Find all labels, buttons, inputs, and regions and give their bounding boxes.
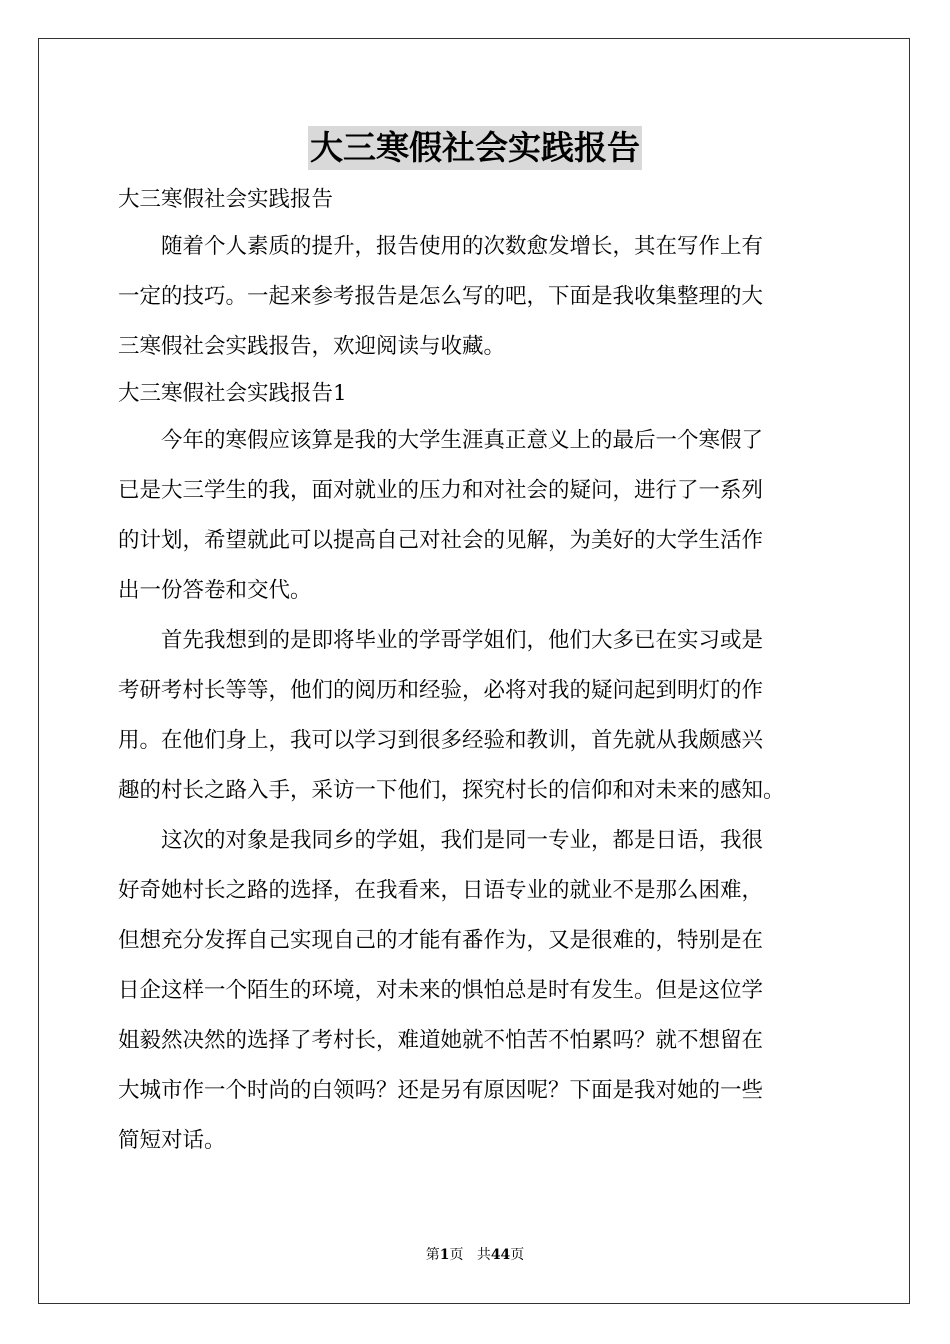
text-line: 随着个人素质的提升，报告使用的次数愈发增长，其在写作上有 — [118, 234, 764, 259]
text-line: 大城市作一个时尚的白领吗？还是另有原因呢？下面是我对她的一些 — [118, 1078, 764, 1103]
paragraph-1 — [118, 416, 838, 616]
text-line: 日企这样一个陌生的环境，对未来的惧怕总是时有发生。但是这位学 — [118, 978, 764, 1003]
text-line: 的计划，希望就此可以提高自己对社会的见解，为美好的大学生活作 — [118, 528, 764, 553]
text-line: 这次的对象是我同乡的学姐，我们是同一专业，都是日语，我很 — [118, 828, 764, 853]
text-line: 一定的技巧。一起来参考报告是怎么写的吧，下面是我收集整理的大 — [118, 284, 764, 309]
text-line: 简短对话。 — [118, 1128, 226, 1153]
footer-page-number: 1 — [439, 1247, 450, 1263]
intro-paragraph — [118, 222, 838, 372]
footer-total-pages: 44 — [490, 1247, 511, 1263]
section-heading: 大三寒假社会实践报告1 — [118, 381, 347, 406]
text-line: 用。在他们身上，我可以学习到很多经验和教训，首先就从我颇感兴 — [118, 728, 764, 753]
footer-total-prefix: 共 — [476, 1247, 491, 1263]
footer-total-suffix: 页 — [510, 1247, 525, 1263]
text-line: 趣的村长之路入手，采访一下他们，探究村长的信仰和对未来的感知。 — [118, 778, 785, 803]
footer-page-prefix: 第 — [425, 1247, 440, 1263]
text-line: 好奇她村长之路的选择，在我看来，日语专业的就业不是那么困难， — [118, 878, 764, 903]
footer-page-suffix: 页 — [449, 1247, 464, 1263]
title-container — [0, 126, 950, 170]
document-body — [118, 178, 838, 1166]
paragraph-3 — [118, 816, 838, 1166]
text-line: 但想充分发挥自己实现自己的才能有番作为，又是很难的，特别是在 — [118, 928, 764, 953]
text-line: 三寒假社会实践报告，欢迎阅读与收藏。 — [118, 334, 506, 359]
text-line: 已是大三学生的我，面对就业的压力和对社会的疑问，进行了一系列 — [118, 478, 764, 503]
document-title: 大三寒假社会实践报告 — [308, 126, 642, 170]
text-line: 首先我想到的是即将毕业的学哥学姐们，他们大多已在实习或是 — [118, 628, 764, 653]
page-footer — [0, 1245, 950, 1265]
document-subtitle: 大三寒假社会实践报告 — [118, 187, 334, 212]
paragraph-2 — [118, 616, 838, 816]
text-line: 姐毅然决然的选择了考村长，难道她就不怕苦不怕累吗？就不想留在 — [118, 1028, 764, 1053]
text-line: 出一份答卷和交代。 — [118, 578, 312, 603]
text-line: 今年的寒假应该算是我的大学生涯真正意义上的最后一个寒假了 — [118, 428, 764, 453]
text-line: 考研考村长等等，他们的阅历和经验，必将对我的疑问起到明灯的作 — [118, 678, 764, 703]
